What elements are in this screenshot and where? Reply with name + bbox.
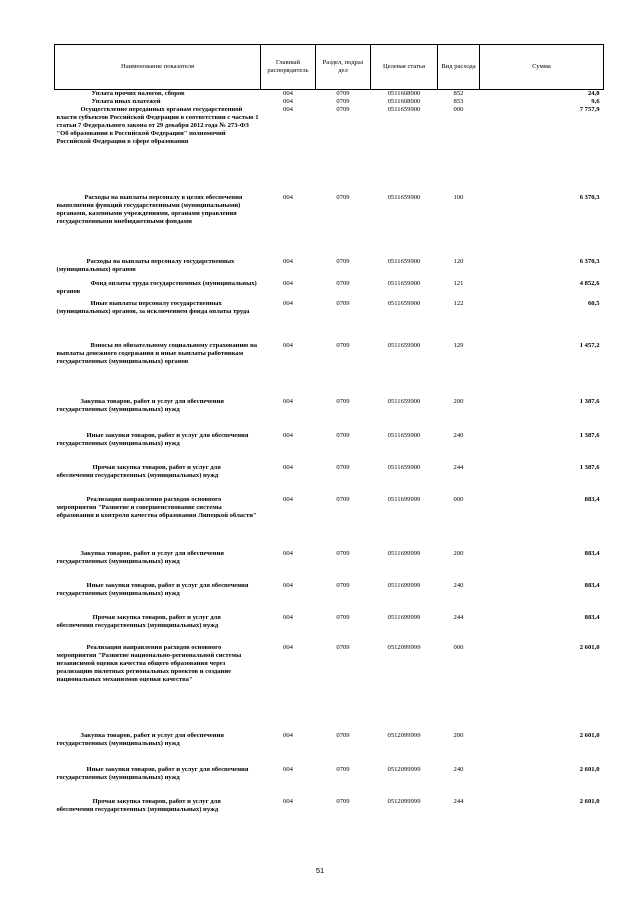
- row-manager: 004: [283, 464, 293, 471]
- row-type: 000: [453, 496, 464, 503]
- row-type: 852: [453, 90, 464, 97]
- row-type: 200: [453, 732, 464, 739]
- row-name: Фонд оплаты труда государственных (муниципальных) органов: [56, 280, 257, 295]
- row-target: 0511659900: [387, 258, 421, 265]
- row-target: 0511659900: [387, 280, 421, 287]
- row-type: 240: [453, 432, 464, 439]
- row-target: 0511659900: [387, 464, 421, 471]
- row-sum: 2 601,0: [579, 732, 600, 739]
- row-manager: 004: [283, 398, 293, 405]
- row-section: 0709: [336, 398, 350, 405]
- row-sum: 2 601,0: [579, 644, 600, 651]
- row-name: Уплата прочих налогов, сборов: [91, 90, 185, 97]
- table-row: [55, 550, 604, 582]
- row-name: Прочая закупка товаров, работ и услуг для обеспечения государственных (муниципальных) нужд: [56, 464, 221, 479]
- row-name: Реализация направления расходов основного мероприятия "Развитие национально-региональной системы независимой оценки качества общего образования через реализацию пилотных региональных проектов и создание национальных механизмов оценки качества": [56, 644, 242, 683]
- row-manager: 004: [283, 496, 293, 503]
- row-name: Закупка товаров, работ и услуг для обеспечения государственных (муниципальных) нужд: [56, 732, 224, 747]
- row-section: 0709: [336, 98, 350, 105]
- table-row: [55, 398, 604, 432]
- row-manager: 004: [283, 258, 293, 265]
- header-section: Раздел, подраз дел: [316, 45, 371, 90]
- header-sum: Сумма: [480, 45, 604, 90]
- row-type: 244: [453, 464, 464, 471]
- row-name: Прочая закупка товаров, работ и услуг для обеспечения государственных (муниципальных) нужд: [56, 798, 221, 813]
- row-sum: 1 387,6: [579, 432, 600, 439]
- row-type: 129: [453, 342, 464, 349]
- table-row: [55, 614, 604, 644]
- row-sum: 6 370,3: [579, 194, 600, 201]
- row-sum: 7 757,9: [579, 106, 600, 113]
- row-section: 0709: [336, 614, 350, 621]
- row-sum: 883,4: [584, 550, 600, 557]
- row-section: 0709: [336, 258, 350, 265]
- budget-table: [54, 44, 604, 828]
- row-name: Взносы по обязательному социальному страхованию на выплаты денежного содержания и иные выплаты работникам государственных (муниципальных) органов: [56, 342, 258, 365]
- row-sum: 1 387,6: [579, 398, 600, 405]
- table-row: [55, 90, 604, 99]
- row-manager: 004: [283, 644, 293, 651]
- row-name: Иные закупки товаров, работ и услуг для обеспечения государственных (муниципальных) нужд: [56, 766, 249, 781]
- row-manager: 004: [283, 342, 293, 349]
- row-target: 0511608000: [387, 90, 421, 97]
- row-sum: 883,4: [584, 614, 600, 621]
- header-target: Целевая статья: [371, 45, 438, 90]
- row-target: 0511699999: [387, 582, 421, 589]
- table-row: [55, 98, 604, 106]
- table-row: [55, 582, 604, 614]
- row-target: 0511699999: [387, 496, 421, 503]
- row-target: 0511659900: [387, 300, 421, 307]
- table-row: [55, 798, 604, 828]
- row-section: 0709: [336, 464, 350, 471]
- row-manager: 004: [283, 614, 293, 621]
- row-manager: 004: [283, 280, 293, 287]
- row-section: 0709: [336, 496, 350, 503]
- row-section: 0709: [336, 432, 350, 439]
- table-row: [55, 194, 604, 258]
- row-type: 244: [453, 798, 464, 805]
- row-manager: 004: [283, 550, 293, 557]
- row-section: 0709: [336, 300, 350, 307]
- table-row: [55, 732, 604, 766]
- row-sum: 24,8: [587, 90, 600, 97]
- row-target: 0512099999: [387, 644, 421, 651]
- table-row: [55, 644, 604, 732]
- document-page: [54, 44, 603, 828]
- row-sum: 9,6: [591, 98, 600, 105]
- row-name: Закупка товаров, работ и услуг для обеспечения государственных (муниципальных) нужд: [56, 550, 224, 565]
- row-manager: 004: [283, 766, 293, 773]
- row-type: 244: [453, 614, 464, 621]
- row-type: 000: [453, 106, 464, 113]
- row-name: Реализация направления расходов основного мероприятия "Развитие и совершенствование системы образования и контроля качества образования Липецкой области": [56, 496, 257, 519]
- row-type: 100: [453, 194, 464, 201]
- row-section: 0709: [336, 280, 350, 287]
- row-name: Расходы на выплаты персоналу государственных (муниципальных) органов: [56, 258, 235, 273]
- row-type: 120: [453, 258, 464, 265]
- row-sum: 2 601,0: [579, 766, 600, 773]
- table-row: [55, 496, 604, 550]
- row-target: 0511608000: [387, 98, 421, 105]
- row-section: 0709: [336, 644, 350, 651]
- header-type: Вид расхода: [438, 45, 480, 90]
- row-name: Расходы на выплаты персоналу в целях обеспечения выполнения функций государственными (муниципальными) органами, казенными учреждениями, органами управления государственными внебюджетными фондами: [56, 194, 243, 225]
- table-row: [55, 766, 604, 798]
- row-name: Иные выплаты персоналу государственных (муниципальных) органов, за исключением фонда оплаты труда: [56, 300, 250, 315]
- row-name: Прочая закупка товаров, работ и услуг для обеспечения государственных (муниципальных) нужд: [56, 614, 221, 629]
- row-sum: 1 457,2: [579, 342, 600, 349]
- table-row: [55, 464, 604, 496]
- row-type: 240: [453, 766, 464, 773]
- row-target: 0511659900: [387, 342, 421, 349]
- page-number: 51: [315, 866, 325, 875]
- row-sum: 60,5: [587, 300, 600, 307]
- table-row: [55, 342, 604, 398]
- row-sum: 883,4: [584, 582, 600, 589]
- row-manager: 004: [283, 300, 293, 307]
- row-section: 0709: [336, 798, 350, 805]
- row-type: 121: [453, 280, 464, 287]
- row-type: 200: [453, 550, 464, 557]
- row-type: 240: [453, 582, 464, 589]
- row-name: Иные закупки товаров, работ и услуг для обеспечения государственных (муниципальных) нужд: [56, 432, 249, 447]
- row-name: Осуществление переданных органам государственной власти субъектов Российской Федерации в соответствии с частью 1 статьи 7 Федерального закона от 29 декабря 2012 года № 273-ФЗ "Об образовании в Российской Федерации" полномочий Российской Федерации в сфере образования: [56, 106, 259, 145]
- row-manager: 004: [283, 582, 293, 589]
- table-row: [55, 432, 604, 464]
- row-name: Закупка товаров, работ и услуг для обеспечения государственных (муниципальных) нужд: [56, 398, 224, 413]
- row-target: 0512099999: [387, 766, 421, 773]
- row-target: 0511699999: [387, 550, 421, 557]
- table-row: [55, 106, 604, 194]
- row-section: 0709: [336, 194, 350, 201]
- row-section: 0709: [336, 766, 350, 773]
- row-type: 122: [453, 300, 464, 307]
- table-header-row: [55, 45, 604, 90]
- row-name: Иные закупки товаров, работ и услуг для обеспечения государственных (муниципальных) нужд: [56, 582, 249, 597]
- row-section: 0709: [336, 342, 350, 349]
- row-type: 200: [453, 398, 464, 405]
- row-target: 0512099999: [387, 732, 421, 739]
- row-manager: 004: [283, 98, 293, 105]
- row-section: 0709: [336, 90, 350, 97]
- row-sum: 2 601,0: [579, 798, 600, 805]
- row-type: 853: [453, 98, 464, 105]
- row-manager: 004: [283, 90, 293, 97]
- row-sum: 883,4: [584, 496, 600, 503]
- table-row: [55, 300, 604, 342]
- row-section: 0709: [336, 550, 350, 557]
- row-manager: 004: [283, 194, 293, 201]
- table-row: [55, 280, 604, 300]
- row-target: 0511659900: [387, 432, 421, 439]
- row-sum: 4 852,6: [579, 280, 600, 287]
- row-type: 000: [453, 644, 464, 651]
- row-sum: 1 387,6: [579, 464, 600, 471]
- row-target: 0511659900: [387, 398, 421, 405]
- table-body: [55, 90, 604, 829]
- row-section: 0709: [336, 582, 350, 589]
- header-name: Наименование показателя: [55, 45, 261, 90]
- row-manager: 004: [283, 798, 293, 805]
- row-target: 0511659900: [387, 106, 421, 113]
- row-section: 0709: [336, 106, 350, 113]
- row-name: Уплата иных платежей: [91, 98, 161, 105]
- row-sum: 6 370,3: [579, 258, 600, 265]
- header-manager: Главный распорядитель: [261, 45, 316, 90]
- row-target: 0511659900: [387, 194, 421, 201]
- row-manager: 004: [283, 432, 293, 439]
- row-manager: 004: [283, 106, 293, 113]
- row-section: 0709: [336, 732, 350, 739]
- row-target: 0511699999: [387, 614, 421, 621]
- row-manager: 004: [283, 732, 293, 739]
- table-row: [55, 258, 604, 280]
- row-target: 0512099999: [387, 798, 421, 805]
